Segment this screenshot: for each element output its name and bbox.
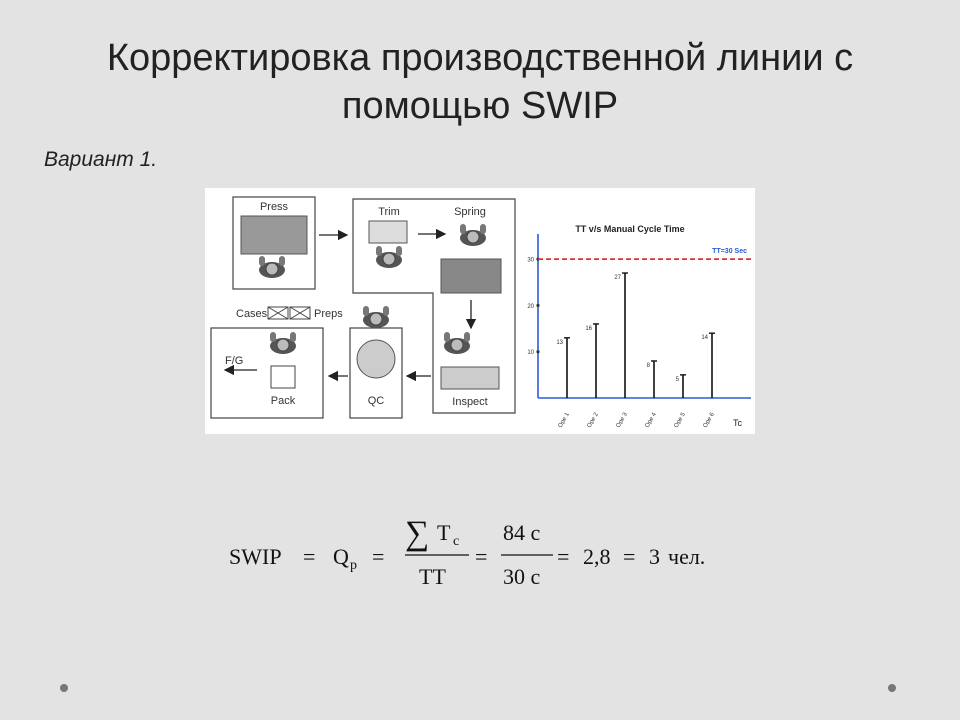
title-line-2: помощью SWIP: [341, 85, 619, 127]
spring-label: Spring: [454, 206, 486, 218]
cases-buffer-icon: [268, 307, 288, 319]
figure-panel: [205, 188, 755, 434]
trim-machine: [369, 221, 407, 243]
pack-operator-icon: [270, 332, 296, 354]
formula-q: Q: [333, 544, 349, 569]
y-tick-mark: [536, 304, 539, 307]
chart-title: TT v/s Manual Cycle Time: [575, 224, 685, 234]
layout-diagram: [211, 197, 515, 418]
formula-sum-sign: ∑: [405, 515, 430, 552]
slide-title: [40, 34, 920, 130]
category-label: Ope 1: [557, 411, 571, 429]
data-label: 16: [585, 325, 592, 332]
y-tick-label: 10: [527, 350, 534, 357]
inspect-operator-icon: [444, 332, 470, 354]
data-label: 13: [556, 339, 563, 346]
data-label: 8: [646, 362, 650, 369]
formula-eq-3: =: [475, 544, 488, 569]
variant-label: Вариант 1.: [44, 148, 158, 171]
inspect-table: [441, 367, 499, 389]
axis-marker-tc: Tc: [733, 418, 742, 428]
formula-eq-4: =: [557, 544, 570, 569]
formula-eq-1: =: [303, 544, 316, 569]
y-tick-label: 20: [527, 303, 534, 310]
formula-unit: чел.: [668, 544, 706, 569]
cycle-time-chart: [527, 224, 751, 429]
qc-station: [357, 340, 395, 378]
preps-buffer-icon: [290, 307, 310, 319]
data-label: 14: [701, 335, 708, 342]
qc-label: QC: [367, 395, 385, 407]
spring-machine: [441, 259, 501, 293]
category-label: Ope 2: [586, 411, 600, 429]
title-line-1: Корректировка производственной линии с: [106, 37, 854, 79]
data-label: 5: [675, 376, 679, 383]
formula-q-sub: p: [350, 558, 357, 573]
formula-result: 2,8: [583, 544, 611, 569]
category-label: Ope 3: [615, 411, 629, 429]
figure-svg: [205, 188, 755, 434]
pack-cell: [211, 328, 323, 418]
data-label: 27: [614, 275, 621, 282]
formula-eq-5: =: [623, 544, 636, 569]
inspect-label: Inspect: [452, 396, 488, 408]
pack-box: [271, 366, 295, 388]
formula-final: 3: [649, 544, 660, 569]
press-machine: [241, 216, 307, 254]
trim-operator-icon: [376, 246, 402, 268]
nav-dot-left: [60, 684, 68, 692]
formula-den-val: 30 с: [503, 564, 541, 589]
formula-num-sub: c: [453, 534, 460, 549]
trim-label: Trim: [378, 206, 400, 218]
qc-operator-icon: [363, 306, 389, 328]
formula-den: TT: [419, 564, 446, 589]
spring-operator-icon: [460, 224, 486, 246]
takt-time-label: TT=30 Sec: [712, 248, 747, 256]
formula-num-var: T: [437, 520, 451, 545]
category-label: Ope 4: [644, 411, 658, 429]
formula-lhs: SWIP: [229, 544, 282, 569]
pack-label: Pack: [270, 395, 296, 407]
cases-label: Cases: [236, 308, 268, 320]
category-label: Ope 6: [702, 411, 716, 429]
fg-label: F/G: [225, 355, 244, 367]
y-tick-mark: [536, 350, 539, 353]
category-label: Ope 5: [673, 411, 687, 429]
swip-formula: [225, 508, 745, 598]
formula-num-val: 84 с: [503, 520, 541, 545]
preps-label: Preps: [314, 308, 343, 320]
formula-eq-2: =: [372, 544, 385, 569]
press-operator-icon: [259, 256, 285, 278]
formula-svg: [225, 508, 745, 598]
nav-dot-right: [888, 684, 896, 692]
press-label: Press: [259, 201, 289, 213]
y-tick-label: 30: [527, 257, 534, 264]
